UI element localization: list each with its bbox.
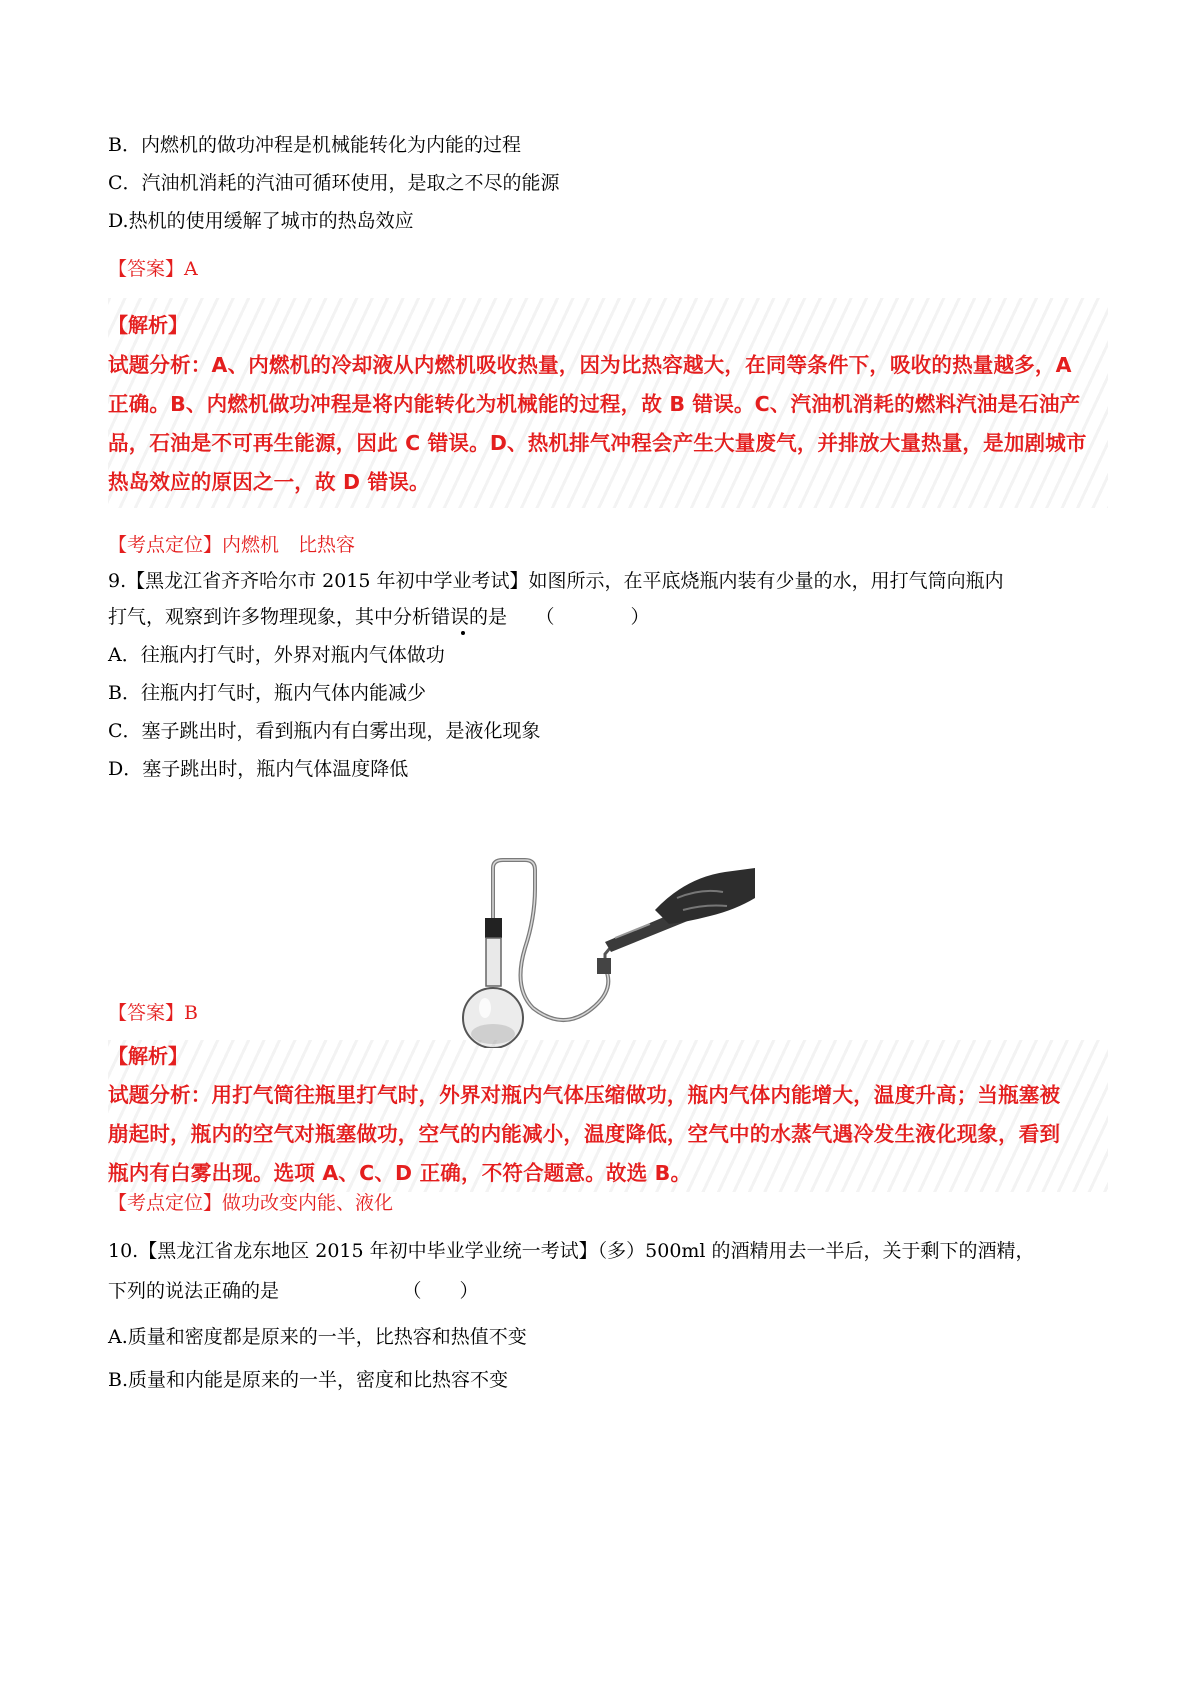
q8-analysis-title: 【解析】 bbox=[108, 313, 188, 337]
flask-pump-illustration bbox=[455, 858, 755, 1048]
q10-stem-line-1: 10.【黑龙江省龙东地区 2015 年初中毕业学业统一考试】（多）500ml 的酒精用去一半后，关于剩下的酒精， bbox=[108, 1240, 1035, 1262]
q10-option-b: B.质量和内能是原来的一半，密度和比热容不变 bbox=[108, 1369, 509, 1391]
q8-analysis-line: 热岛效应的原因之一，故 D 错误。 bbox=[108, 470, 430, 494]
q9-analysis-line: 崩起时，瓶内的空气对瓶塞做功，空气的内能减小，温度降低，空气中的水蒸气遇冷发生液化现象，看到 bbox=[108, 1122, 1061, 1146]
q9-analysis-line: 试题分析：用打气筒往瓶里打气时，外界对瓶内气体压缩做功，瓶内气体内能增大，温度升高；当瓶塞被 bbox=[108, 1083, 1061, 1107]
emphasis-dot bbox=[461, 631, 465, 635]
q8-answer: 【答案】A bbox=[108, 258, 198, 280]
q9-option-d: D．塞子跳出时，瓶内气体温度降低 bbox=[108, 758, 409, 780]
q8-analysis bbox=[108, 346, 1108, 502]
q9-stem-line-2: 打气，观察到许多物理现象，其中分析错误的是 （ ） bbox=[108, 606, 650, 628]
q8-analysis-line: 品，石油是不可再生能源，因此 C 错误。D、热机排气冲程会产生大量废气，并排放大量热量，是加剧城市 bbox=[108, 431, 1087, 455]
q9-stem-line-1: 9.【黑龙江省齐齐哈尔市 2015 年初中学业考试】如图所示，在平底烧瓶内装有少量的水，用打气筒向瓶内 bbox=[108, 570, 1004, 592]
q9-analysis-line: 瓶内有白雾出现。选项 A、C、D 正确，不符合题意。故选 B。 bbox=[108, 1161, 692, 1185]
q9-option-c: C．塞子跳出时，看到瓶内有白雾出现，是液化现象 bbox=[108, 720, 541, 742]
q8-analysis-line: 正确。B、内燃机做功冲程是将内能转化为机械能的过程，故 B 错误。C、汽油机消耗的燃料汽油是石油产 bbox=[108, 392, 1081, 416]
q8-option-b: B．内燃机的做功冲程是机械能转化为内能的过程 bbox=[108, 134, 521, 156]
flask-pump-figure bbox=[455, 858, 755, 1048]
q9-exam-point: 【考点定位】做功改变内能、液化 bbox=[108, 1192, 394, 1214]
q9-option-b: B．往瓶内打气时，瓶内气体内能减少 bbox=[108, 682, 426, 704]
q9-analysis bbox=[108, 1076, 1108, 1193]
q8-option-c: C．汽油机消耗的汽油可循环使用，是取之不尽的能源 bbox=[108, 172, 560, 194]
q8-option-d: D.热机的使用缓解了城市的热岛效应 bbox=[108, 210, 414, 232]
q9-analysis-title: 【解析】 bbox=[108, 1044, 188, 1068]
q9-option-a: A．往瓶内打气时，外界对瓶内气体做功 bbox=[108, 644, 445, 666]
q8-exam-point: 【考点定位】内燃机 比热容 bbox=[108, 534, 356, 556]
q10-stem-line-2: 下列的说法正确的是 （ ） bbox=[108, 1280, 479, 1302]
q8-analysis-line: 试题分析：A、内燃机的冷却液从内燃机吸收热量，因为比热容越大，在同等条件下，吸收的热量越多，A bbox=[108, 353, 1072, 377]
q9-answer: 【答案】B bbox=[108, 1002, 198, 1024]
q10-option-a: A.质量和密度都是原来的一半，比热容和热值不变 bbox=[108, 1326, 527, 1348]
